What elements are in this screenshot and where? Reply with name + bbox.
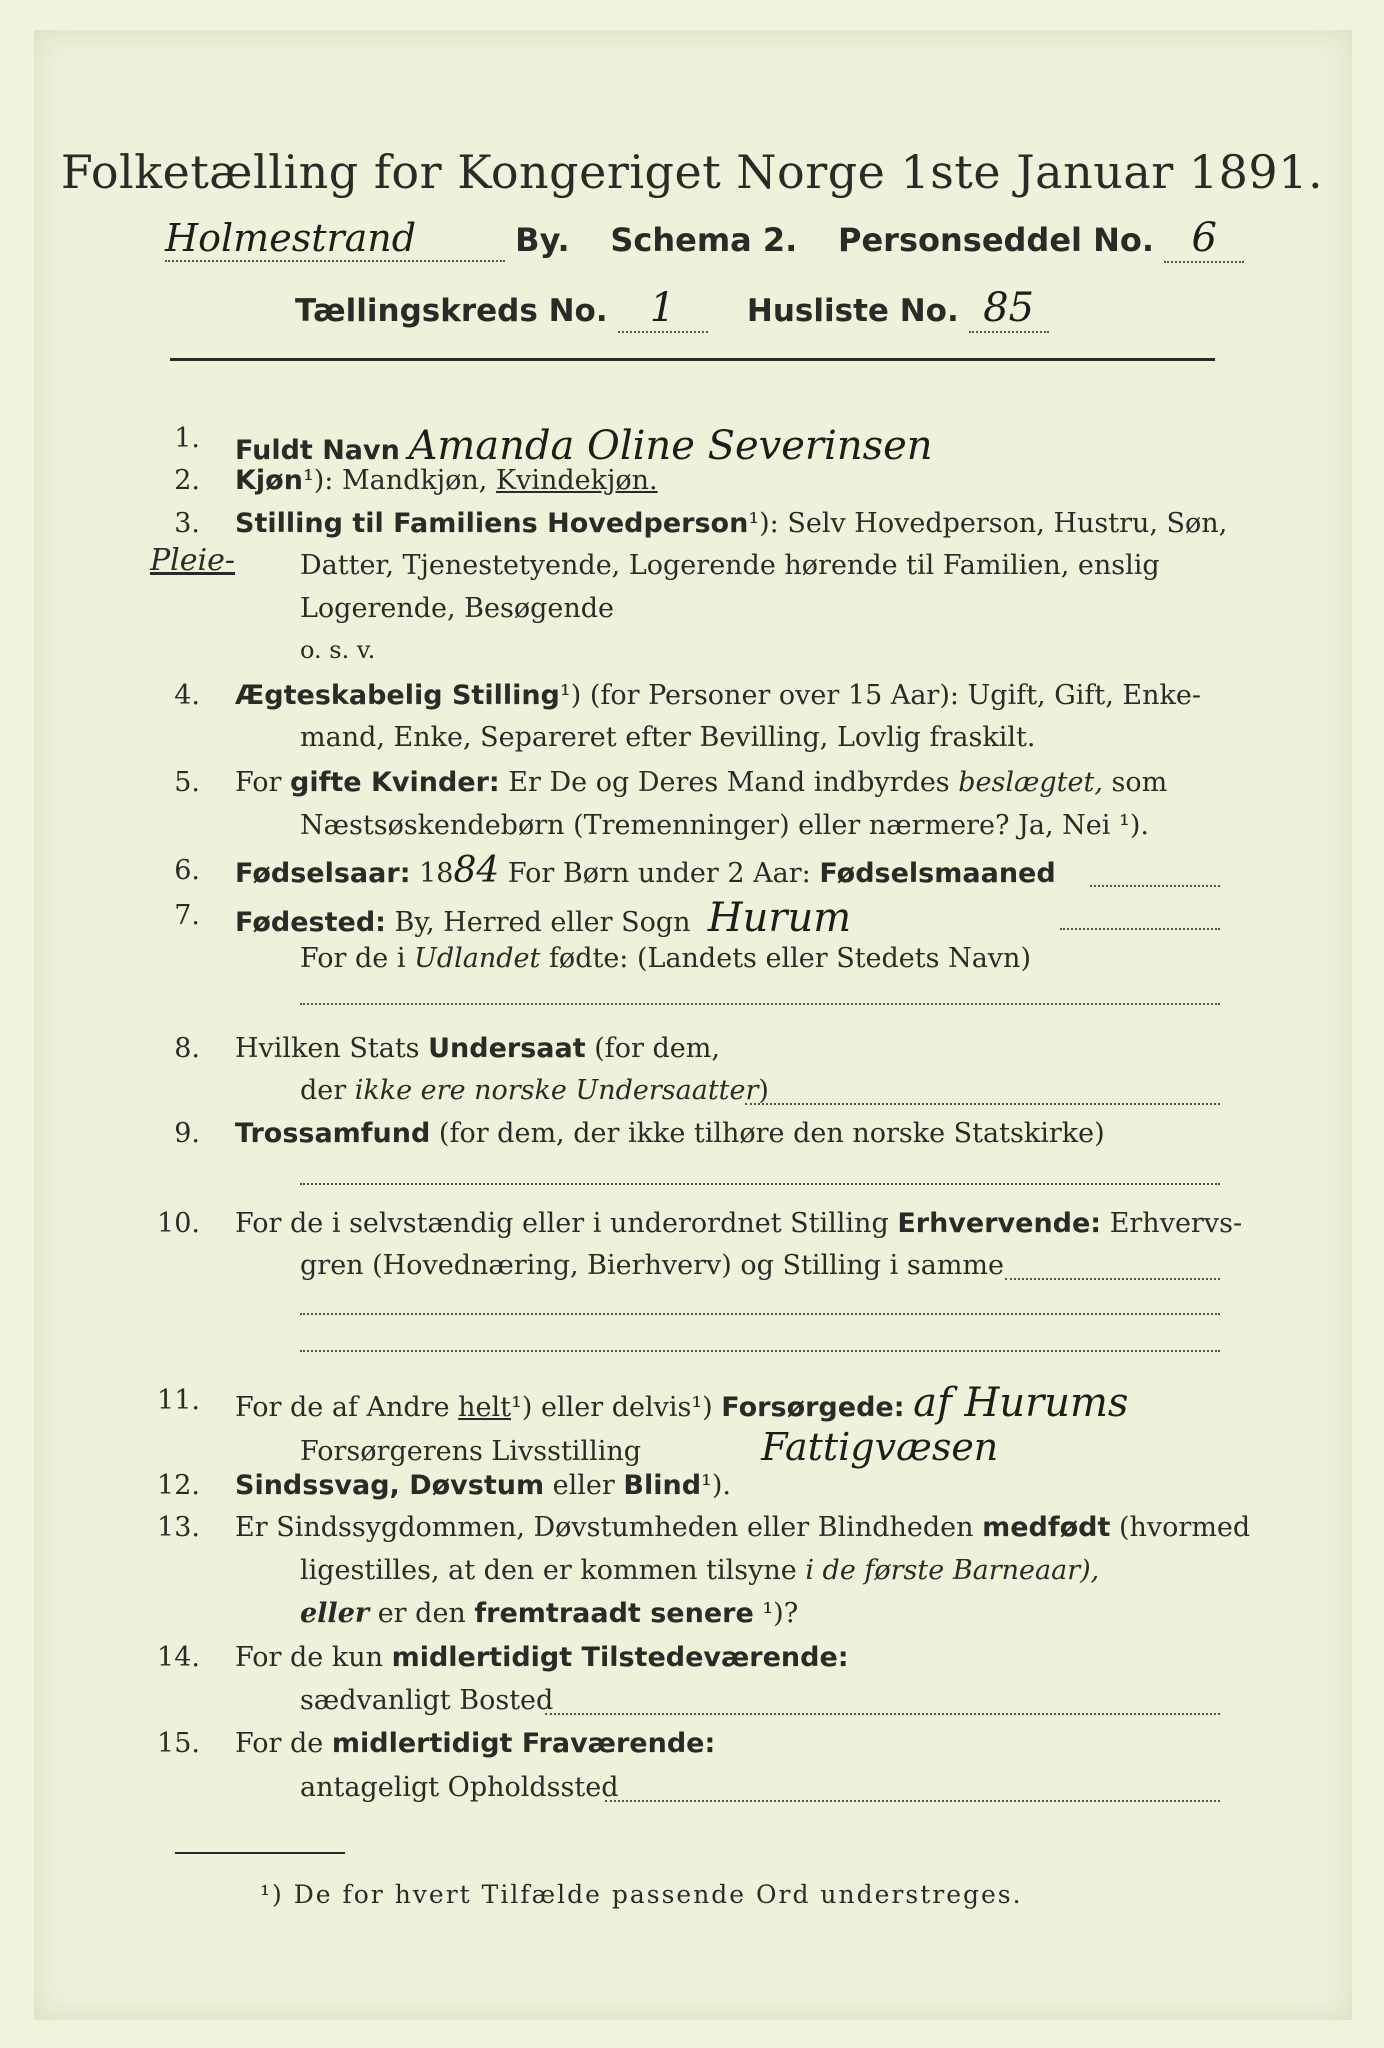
item-fravaerende — [235, 1728, 715, 1759]
item-text: Forsørgerens Livsstilling — [300, 1436, 642, 1467]
item-label: Blind — [623, 1470, 702, 1501]
item-text: eller — [544, 1470, 624, 1501]
item-text: ¹): Mandkjøn, — [302, 465, 496, 496]
husliste-label: Husliste No. — [746, 293, 959, 329]
item-text: ¹). — [701, 1470, 731, 1501]
item-label: fremtraadt senere — [474, 1598, 754, 1629]
item-number: 6. — [174, 855, 200, 886]
item-number: 2. — [174, 465, 200, 496]
item-text-italic: i de første Barneaar), — [805, 1555, 1100, 1586]
item-fodested — [235, 895, 851, 941]
item-text: er den — [369, 1598, 475, 1629]
item-label: Kjøn — [235, 465, 303, 496]
footnote: ¹) De for hvert Tilfælde passende Ord understreges. — [260, 1880, 1023, 1909]
item-label: gifte Kvinder: — [290, 767, 500, 798]
item-text: ¹) (for Personer over 15 Aar): Ugift, Gift, Enke- — [559, 680, 1201, 711]
personseddel-label: Personseddel No. — [838, 221, 1155, 259]
item-text: For de af Andre — [235, 1392, 459, 1423]
item-text: fødte: (Landets eller Stedets Navn) — [540, 943, 1031, 974]
item-text: (for dem, der ikke tilhøre den norske Statskirke) — [430, 1118, 1105, 1149]
dotted-answer-line — [300, 1313, 1220, 1315]
dotted-answer-line — [1060, 928, 1220, 930]
item-text-line: gren (Hovednæring, Bierhverv) og Stilling i samme — [300, 1250, 1005, 1281]
item-text: ligestilles, at den er kommen tilsyne — [300, 1555, 806, 1586]
dotted-answer-line — [1005, 1278, 1220, 1280]
item-fodselsaar — [235, 850, 1056, 891]
item-text: som — [1102, 767, 1168, 798]
item-fuldt-navn — [235, 423, 933, 469]
handwritten-answer: 84 — [453, 850, 500, 891]
dotted-answer-line — [300, 1003, 1220, 1005]
item-number: 8. — [174, 1033, 200, 1064]
by-label: By. — [515, 221, 570, 259]
item-label: Erhvervende: — [897, 1208, 1102, 1239]
item-number: 13. — [157, 1512, 200, 1543]
handwritten-answer: Amanda Oline Severinsen — [408, 423, 933, 469]
item-label: midlertidigt Fraværende: — [331, 1728, 716, 1759]
dotted-answer-line — [300, 1350, 1220, 1352]
item-label: midlertidigt Tilstedeværende: — [391, 1642, 849, 1673]
item-label: Trossamfund — [235, 1118, 431, 1149]
handwritten-answer: af Hurums — [913, 1380, 1129, 1426]
item-number: 3. — [174, 508, 200, 539]
item-text-line: Logerende, Besøgende — [300, 593, 614, 624]
dotted-answer-line — [1090, 885, 1220, 887]
item-text-line — [300, 1425, 998, 1469]
item-text: For de i selvstændig eller i underordnet Stilling — [235, 1208, 898, 1239]
item-text-line: sædvanligt Bosted — [300, 1685, 554, 1716]
item-text-line: der ikke ere norske Undersaatter) — [300, 1075, 769, 1106]
item-text: For — [235, 767, 291, 798]
item-number: 10. — [157, 1208, 200, 1239]
item-text-line — [300, 943, 1031, 974]
item-label: Fødselsaar: — [235, 858, 411, 889]
item-text: For Børn under 2 Aar: — [499, 858, 820, 889]
kreds-label: Tællingskreds No. — [295, 293, 608, 329]
item-text: Er Sindssygdommen, Døvstumheden eller Blindheden — [235, 1512, 983, 1543]
item-label: Sindssvag, Døvstum — [235, 1470, 545, 1501]
item-number: 7. — [174, 900, 200, 931]
item-text-line: mand, Enke, Separeret efter Bevilling, Lovlig fraskilt. — [300, 722, 1036, 753]
item-stilling — [235, 508, 1227, 539]
kreds-number: 1 — [618, 285, 708, 333]
personseddel-number: 6 — [1164, 215, 1244, 263]
item-text: ¹) eller delvis¹) — [511, 1392, 722, 1423]
item-number: 12. — [157, 1470, 200, 1501]
item-undersaat — [235, 1033, 720, 1064]
item-aegteskab — [235, 680, 1201, 711]
city-handwritten: Holmestrand — [165, 216, 505, 262]
item-text: Hvilken Stats — [235, 1033, 429, 1064]
item-text-line — [300, 1598, 798, 1629]
item-text: For de — [235, 1728, 332, 1759]
dotted-answer-line — [300, 1183, 1220, 1185]
header-divider — [170, 358, 1215, 361]
item-number: 14. — [157, 1642, 200, 1673]
underlined-choice: helt — [458, 1392, 512, 1423]
item-kjon — [235, 465, 658, 496]
item-text-line: o. s. v. — [300, 636, 376, 664]
item-text-italic: Udlandet — [414, 943, 541, 974]
item-text: For de i — [300, 943, 415, 974]
item-text: Er De og Deres Mand indbyrdes — [499, 767, 959, 798]
item-gifte-kvinder — [235, 767, 1167, 798]
item-text-italic: ikke ere norske Undersaatter — [354, 1075, 759, 1106]
item-text: der — [300, 1075, 355, 1106]
header-kreds-row — [295, 285, 1049, 333]
item-forsorgede — [235, 1380, 1128, 1426]
item-text: Erhvervs- — [1101, 1208, 1243, 1239]
item-text: For de kun — [235, 1642, 392, 1673]
item-number: 15. — [157, 1728, 200, 1759]
husliste-number: 85 — [969, 285, 1049, 333]
item-text-line: Datter, Tjenestetyende, Logerende hørende til Familien, enslig — [300, 550, 1160, 581]
item-text: 18 — [410, 858, 454, 889]
item-text-italic: eller — [300, 1598, 370, 1629]
margin-handwritten-note: Pleie- — [150, 543, 236, 578]
item-number: 1. — [174, 423, 200, 454]
item-sindssvag — [235, 1470, 731, 1501]
item-tilstedevaerende — [235, 1642, 849, 1673]
item-number: 4. — [174, 680, 200, 711]
item-erhvervende — [235, 1208, 1242, 1239]
schema-label: Schema 2. — [610, 221, 798, 259]
item-text-line: Næstsøskendebørn (Tremenninger) eller nærmere? Ja, Nei ¹). — [300, 810, 1149, 841]
item-number: 11. — [157, 1385, 200, 1416]
item-label: Undersaat — [428, 1033, 586, 1064]
item-number: 5. — [174, 767, 200, 798]
form-title: Folketælling for Kongeriget Norge 1ste Januar 1891. — [60, 145, 1324, 199]
item-text: (hvormed — [1110, 1512, 1251, 1543]
item-label: Fødselsmaaned — [819, 858, 1056, 889]
dotted-answer-line — [605, 1800, 1220, 1802]
item-text-line: antageligt Opholdssted — [300, 1772, 619, 1803]
item-trossamfund — [235, 1118, 1105, 1149]
dotted-answer-line — [545, 1713, 1220, 1715]
handwritten-answer: Fattigvæsen — [761, 1425, 999, 1469]
item-label: Ægteskabelig Stilling — [235, 680, 560, 711]
item-text-line — [300, 1555, 1099, 1586]
dotted-answer-line — [745, 1103, 1220, 1105]
item-label: Stilling til Familiens Hovedperson — [235, 508, 749, 539]
item-number: 9. — [174, 1118, 200, 1149]
handwritten-answer: Hurum — [707, 895, 852, 941]
item-label: Forsørgede: — [721, 1392, 905, 1423]
item-text: ¹): Selv Hovedperson, Hustru, Søn, — [748, 508, 1228, 539]
item-text: ¹)? — [753, 1598, 799, 1629]
item-medfodt — [235, 1512, 1250, 1543]
item-text-italic: beslægtet, — [958, 767, 1103, 798]
item-label: Fuldt Navn — [235, 435, 400, 466]
item-text: (for dem, — [585, 1033, 720, 1064]
item-label: medfødt — [982, 1512, 1111, 1543]
header-city-row — [165, 215, 1244, 263]
footnote-divider — [175, 1852, 345, 1854]
item-text: By, Herred eller Sogn — [385, 907, 691, 938]
underlined-choice: Kvindekjøn. — [495, 465, 658, 496]
item-label: Fødested: — [235, 907, 386, 938]
